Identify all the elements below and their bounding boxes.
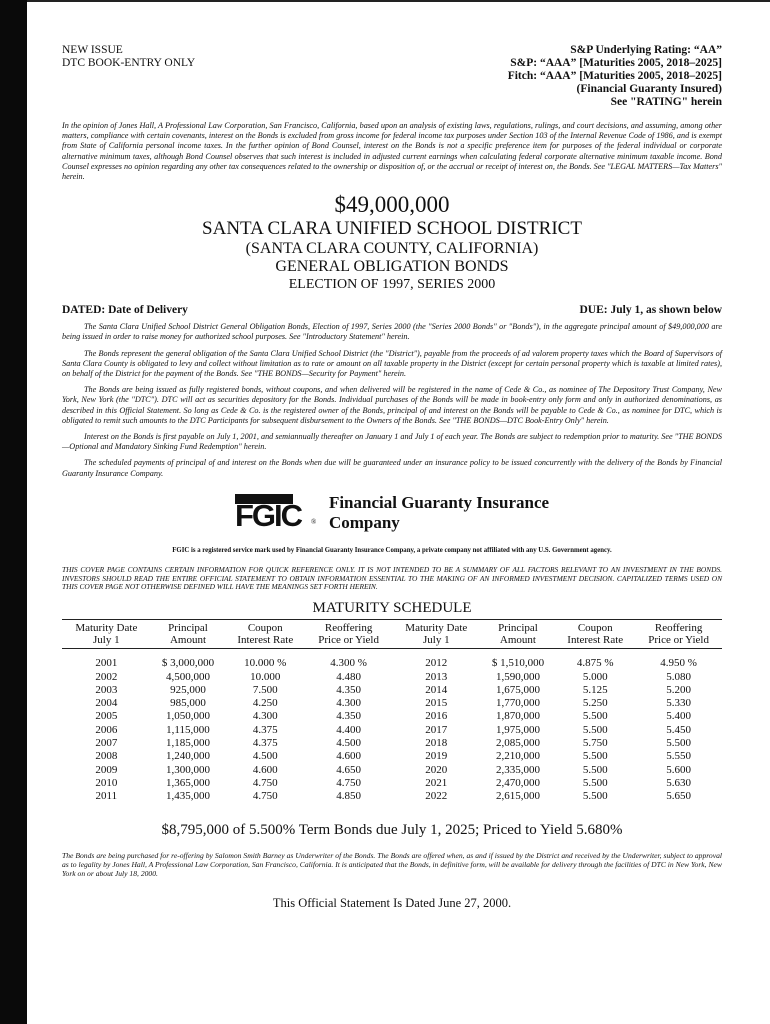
table-cell: 1,675,000 xyxy=(495,683,540,696)
table-cell: 2017 xyxy=(425,723,448,736)
table-cell: 2008 xyxy=(95,750,118,763)
rating-line: Fitch: “AAA” [Maturities 2005, 2018–2025] xyxy=(507,70,722,82)
table-cell: 985,000 xyxy=(170,697,206,710)
table-cell: 5.500 xyxy=(582,723,608,736)
table-cell: 4.500 xyxy=(252,750,278,763)
table-cell: 5.080 xyxy=(666,670,691,683)
table-cell: 4.300 % xyxy=(330,657,367,670)
column-header-line: Amount xyxy=(169,634,206,647)
table-cell: 2012 xyxy=(425,657,448,670)
table-cell: 2013 xyxy=(425,670,448,683)
column-header-line: Interest Rate xyxy=(567,634,624,647)
table-cell: 2015 xyxy=(425,697,448,710)
table-cell: 2003 xyxy=(95,683,118,696)
column-header-line: Maturity Date xyxy=(75,622,138,635)
issue-block xyxy=(62,44,195,109)
table-cell: 4.480 xyxy=(336,670,361,683)
table-cell: 2004 xyxy=(95,697,118,710)
column-header-line: Maturity Date xyxy=(405,622,468,635)
column-header-line: Amount xyxy=(499,634,536,647)
cover-page xyxy=(62,44,722,911)
description-paragraph: The Bonds represent the general obligation of the Santa Clara Unified School District (the "District"), payable from the proceeds of ad valorem property taxes which the Board of Supervisors of Santa Clara County is obligated to levy and collect without limitation as to rate or amount on all taxable property in the District (except for certain personal property which is taxable at limited rates), on behalf of the District for the payment of the Bonds. See "THE BONDS—Security for Payment" herein. xyxy=(62,348,722,379)
new-issue-label: NEW ISSUE xyxy=(62,44,123,56)
table-cell: $ 3,000,000 xyxy=(161,657,215,670)
table-cell: 2005 xyxy=(95,710,118,723)
table-cell: 4.300 xyxy=(252,710,278,723)
table-cell: 4.350 xyxy=(336,683,361,696)
column-header-line: Principal xyxy=(498,622,538,635)
rating-line: See "RATING" herein xyxy=(610,96,722,108)
column-header xyxy=(151,620,226,649)
table-cell: 5.630 xyxy=(666,776,691,789)
table-cell: 2014 xyxy=(425,683,448,696)
table-cell: 4.850 xyxy=(336,790,361,803)
table-cell: 4.600 xyxy=(252,763,278,776)
table-cell: 5.500 xyxy=(666,737,691,750)
table-cell: 4.875 % xyxy=(576,657,614,670)
table-cell: 4.300 xyxy=(336,697,361,710)
table-cell: 5.600 xyxy=(666,763,691,776)
table-cell: 1,365,000 xyxy=(165,776,210,789)
dated-label: DATED: Date of Delivery xyxy=(62,304,188,317)
table-cell: 5.650 xyxy=(666,790,691,803)
logo-text: FGIC xyxy=(234,497,302,533)
cover-notice: THIS COVER PAGE CONTAINS CERTAIN INFORMATION FOR QUICK REFERENCE ONLY. IT IS NOT INTENDED TO BE A SUMMARY OF ALL FACTORS RELEVANT TO AN INVESTMENT IN THE BONDS. INVESTORS SHOULD READ THE ENTIRE OFFICIAL STATEMENT TO OBTAIN INFORMATION ESSENTIAL TO THE MAKING OF AN INFORMED INVESTMENT DECISION. CAPITALIZED TERMS USED ON THIS COVER PAGE NOT OTHERWISE DEFINED WILL HAVE THE MEANINGS SET FORTH HEREIN. xyxy=(62,564,722,592)
table-row xyxy=(62,649,722,671)
table-row xyxy=(62,790,722,803)
table-cell: 1,050,000 xyxy=(165,710,210,723)
column-header-line: July 1 xyxy=(423,634,450,647)
insurer-name-line: Company xyxy=(328,512,400,532)
rating-line: (Financial Guaranty Insured) xyxy=(576,83,722,95)
table-cell: 2,615,000 xyxy=(495,790,540,803)
table-cell: 5.500 xyxy=(582,750,608,763)
table-cell: 2011 xyxy=(95,790,118,803)
table-row xyxy=(62,684,722,697)
table-cell: 1,300,000 xyxy=(165,763,210,776)
table-header-row xyxy=(62,620,722,649)
table-cell: 4.400 xyxy=(336,723,361,736)
election-series: ELECTION OF 1997, SERIES 2000 xyxy=(288,277,496,293)
book-entry-label: DTC BOOK-ENTRY ONLY xyxy=(62,57,196,69)
table-cell: 1,770,000 xyxy=(495,697,540,710)
column-header xyxy=(555,620,635,649)
county-name: (SANTA CLARA COUNTY, CALIFORNIA) xyxy=(245,240,539,258)
table-cell: $ 1,510,000 xyxy=(491,657,545,670)
table-cell: 4.375 xyxy=(252,723,278,736)
table-row xyxy=(62,750,722,763)
table-cell: 2020 xyxy=(425,763,448,776)
table-row xyxy=(62,764,722,777)
header xyxy=(62,44,722,109)
issue-amount: $49,000,000 xyxy=(334,192,450,218)
table-cell: 1,590,000 xyxy=(495,670,540,683)
table-cell: 2002 xyxy=(95,670,118,683)
table-cell: 5.500 xyxy=(582,710,608,723)
table-cell: 4.600 xyxy=(336,750,361,763)
column-header-line: Principal xyxy=(168,622,208,635)
underwriting-paragraph: The Bonds are being purchased for re-offering by Salomon Smith Barney as Underwriter of the Bonds. The Bonds are offered when, as and if issued by the District and received by the Underwriter, subject to approval as to legality by Jones Hall, A Professional Law Corporation, San Francisco, California. It is anticipated that the Bonds, in definitive form, will be available for delivery through the facilities of DTC in New York, New York on or about July 18, 2000. xyxy=(62,850,722,878)
table-cell: 5.250 xyxy=(582,697,608,710)
fgic-logo xyxy=(235,494,315,532)
service-mark-note: FGIC is a registered service mark used by Financial Guaranty Insurance Company, a private company not affiliated with any U.S. Government agency. xyxy=(172,546,612,554)
table-cell: 5.500 xyxy=(582,776,608,789)
table-body xyxy=(62,649,722,804)
table-cell: 5.000 xyxy=(582,670,608,683)
table-cell: 1,975,000 xyxy=(495,723,540,736)
table-cell: 2009 xyxy=(95,763,118,776)
table-row xyxy=(62,671,722,684)
column-header-line: July 1 xyxy=(93,634,120,647)
table-row xyxy=(62,777,722,790)
table-cell: 2,335,000 xyxy=(495,763,540,776)
table-cell: 2007 xyxy=(95,737,118,750)
table-cell: 4.750 xyxy=(252,776,278,789)
statement-date: This Official Statement Is Dated June 27, 2000. xyxy=(272,896,512,911)
table-cell: 2018 xyxy=(425,737,448,750)
table-cell: 1,115,000 xyxy=(166,723,210,736)
rating-line: S&P: “AAA” [Maturities 2005, 2018–2025] xyxy=(510,57,722,69)
schedule-title: MATURITY SCHEDULE xyxy=(312,600,472,617)
column-header-line: Reoffering xyxy=(654,622,703,635)
table-cell: 5.400 xyxy=(666,710,691,723)
column-header-line: Interest Rate xyxy=(237,634,294,647)
table-cell: 2,470,000 xyxy=(495,776,540,789)
due-label: DUE: July 1, as shown below xyxy=(579,304,722,317)
rating-line: S&P Underlying Rating: “AA” xyxy=(570,44,722,56)
table-cell: 4.950 % xyxy=(660,657,697,670)
description-paragraph: The Bonds are being issued as fully registered bonds, without coupons, and when delivered will be registered in the name of Cede & Co., as nominee of The Depository Trust Company, New York, New York (the "DTC"). DTC will act as securities depository for the Bonds. Individual purchases of the Bonds will be made in book-entry only form and only in authorized denominations, as described in this Official Statement. So long as Cede & Co. is the registered owner of the Bonds, principal of and interest on the Bonds will be payable to Cede & Co., as nominee for DTC, which is obligated to remit such amounts to the DTC Participants for subsequent disbursement to the Owners of the Bonds. See "THE BONDS—DTC Book-Entry Only" herein. xyxy=(62,385,722,425)
column-header xyxy=(392,620,481,649)
table-cell: 4.750 xyxy=(252,790,278,803)
table-cell: 2,085,000 xyxy=(495,737,540,750)
table-cell: 5.750 xyxy=(582,737,608,750)
table-cell: 2016 xyxy=(425,710,448,723)
table-cell: 4.250 xyxy=(252,697,278,710)
column-header xyxy=(305,620,392,649)
table-cell: 5.200 xyxy=(666,683,691,696)
table-cell: 2021 xyxy=(425,776,448,789)
bond-type: GENERAL OBLIGATION BONDS xyxy=(275,258,509,276)
table-cell: 5.500 xyxy=(582,763,608,776)
table-cell: 1,185,000 xyxy=(165,737,210,750)
column-header-line: Coupon xyxy=(577,622,613,635)
table-cell: 10.000 % xyxy=(244,657,287,670)
ratings-block xyxy=(508,44,722,109)
tax-opinion: In the opinion of Jones Hall, A Professional Law Corporation, San Francisco, California, based upon an analysis of existing laws, regulations, rulings, and court decisions, and assuming, among other matters, compliance with certain covenants, interest on the Bonds is excluded from gross income for federal income tax purposes under Section 103 of the Internal Revenue Code of 1986, and is exempt from State of California personal income taxes. In the further opinion of Bond Counsel, interest on the Bonds is not a specific preference item for purposes of the federal individual or corporate alternative minimum taxes, although Bond Counsel observes that such interest is included in adjusted current earnings when calculating federal corporate alternative minimum taxable income. Bond Counsel expresses no opinion regarding any other tax consequences related to the ownership or disposition of, or the accrual or receipt of interest on, the Bonds. See "LEGAL MATTERS—Tax Matters" herein. xyxy=(62,121,722,182)
column-header-line: Coupon xyxy=(247,622,283,635)
insurer-block xyxy=(62,493,722,533)
table-cell: 5.330 xyxy=(666,697,691,710)
table-cell: 925,000 xyxy=(170,683,206,696)
table-cell: 2,210,000 xyxy=(495,750,540,763)
table-cell: 2022 xyxy=(425,790,448,803)
description-paragraph: Interest on the Bonds is first payable on July 1, 2001, and semiannually thereafter on January 1 and July 1 of each year. The Bonds are subject to redemption prior to maturity. See "THE BONDS—Optional and Mandatory Sinking Fund Redemption" herein. xyxy=(62,432,722,452)
table-cell: 1,240,000 xyxy=(165,750,210,763)
table-cell: 2006 xyxy=(95,723,118,736)
table-row xyxy=(62,737,722,750)
description-paragraph: The Santa Clara Unified School District General Obligation Bonds, Election of 1997, Series 2000 (the "Series 2000 Bonds" or "Bonds"), in the aggregate principal amount of $49,000,000 are being issued in order to raise money for authorized school purposes. See "Introductory Statement" herein. xyxy=(62,322,722,342)
term-bonds: $8,795,000 of 5.500% Term Bonds due July 1, 2025; Priced to Yield 5.680% xyxy=(161,821,623,838)
table-cell: 4.500 xyxy=(336,737,361,750)
table-cell: 1,870,000 xyxy=(495,710,540,723)
maturity-table xyxy=(62,619,722,803)
insurer-name xyxy=(329,493,549,533)
dated-due-row xyxy=(62,304,722,316)
table-row xyxy=(62,724,722,737)
table-cell: 4.375 xyxy=(252,737,278,750)
table-cell: 4.650 xyxy=(336,763,361,776)
column-header-line: Price or Yield xyxy=(318,634,379,647)
table-cell: 4.350 xyxy=(336,710,361,723)
registered-mark: ® xyxy=(310,517,317,526)
table-cell: 5.450 xyxy=(666,723,691,736)
column-header-line: Price or Yield xyxy=(648,634,709,647)
table-cell: 2001 xyxy=(95,657,118,670)
table-cell: 4.750 xyxy=(336,776,361,789)
table-cell: 5.500 xyxy=(582,790,608,803)
table-row xyxy=(62,697,722,710)
table-cell: 2019 xyxy=(425,750,448,763)
column-header xyxy=(481,620,556,649)
table-cell: 2010 xyxy=(95,776,118,789)
table-cell: 7.500 xyxy=(252,683,278,696)
table-cell: 4,500,000 xyxy=(165,670,210,683)
column-header xyxy=(635,620,722,649)
insurer-name-line: Financial Guaranty Insurance xyxy=(328,492,550,512)
column-header xyxy=(225,620,305,649)
table-cell: 5.125 xyxy=(582,683,608,696)
description-paragraph: The scheduled payments of principal of and interest on the Bonds when due will be guaranteed under an insurance policy to be issued concurrently with the delivery of the Bonds by Financial Guaranty Insurance Company. xyxy=(62,458,722,478)
column-header-line: Reoffering xyxy=(324,622,373,635)
table-cell: 1,435,000 xyxy=(165,790,210,803)
table-cell: 10.000 xyxy=(250,670,281,683)
table-row xyxy=(62,710,722,723)
top-rule xyxy=(27,0,770,2)
scan-edge-bar xyxy=(0,0,27,1024)
table-cell: 5.550 xyxy=(666,750,691,763)
column-header xyxy=(62,620,151,649)
district-name: SANTA CLARA UNIFIED SCHOOL DISTRICT xyxy=(202,218,582,240)
